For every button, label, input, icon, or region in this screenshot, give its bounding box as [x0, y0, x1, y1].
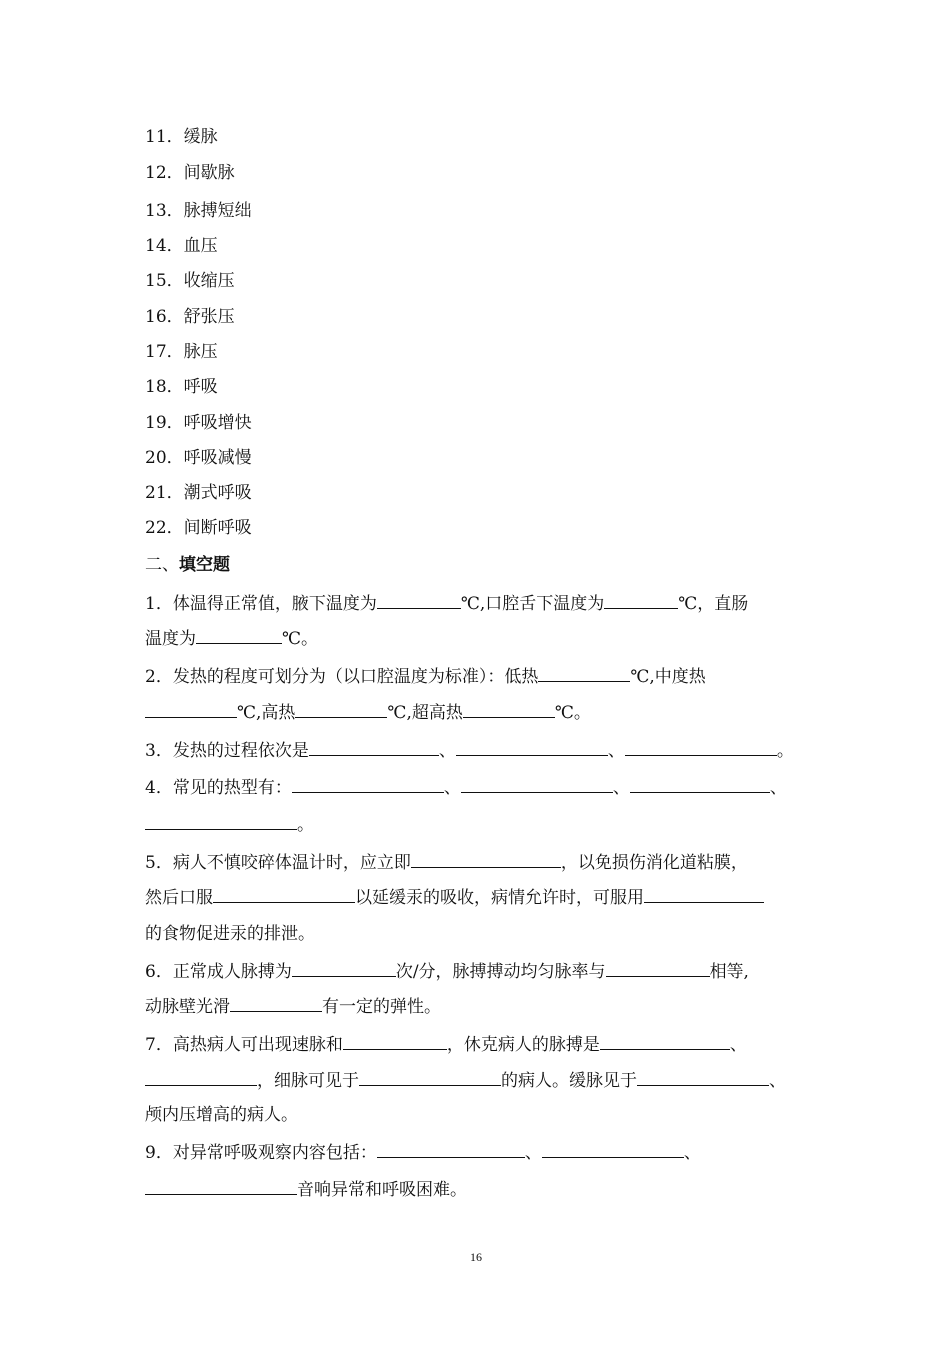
question-text: 相等,: [709, 962, 749, 982]
answer-blank[interactable]: [542, 1143, 684, 1158]
question-text: ℃。: [554, 703, 591, 723]
separator: 、: [438, 741, 456, 761]
question-text: 1．体温得正常值，腋下温度为: [145, 594, 377, 614]
answer-blank[interactable]: [145, 1071, 257, 1086]
term-item: 11．缓脉: [145, 127, 218, 147]
question-text: ℃,高热: [237, 703, 296, 723]
answer-blank[interactable]: [637, 1071, 769, 1086]
answer-blank[interactable]: [230, 997, 322, 1012]
separator: 、: [612, 778, 630, 798]
term-item: 12．间歇脉: [145, 163, 235, 183]
term-item: 16．舒张压: [145, 307, 235, 327]
answer-blank[interactable]: [343, 1035, 447, 1050]
question-text: 有一定的弹性。: [322, 997, 441, 1017]
term-item: 20．呼吸减慢: [145, 448, 252, 468]
separator: 、: [683, 1143, 701, 1163]
question-5-line-2: [145, 888, 764, 908]
question-text: ，以免损伤消化道粘膜，: [560, 853, 748, 873]
term-item: 14．血压: [145, 236, 218, 256]
answer-blank[interactable]: [359, 1071, 501, 1086]
answer-blank[interactable]: [630, 778, 770, 793]
separator: 、: [769, 1071, 786, 1091]
term-item: 17．脉压: [145, 342, 218, 362]
question-text: 2．发热的程度可划分为（以口腔温度为标准）：低热: [145, 667, 539, 687]
answer-blank[interactable]: [145, 815, 297, 830]
question-1-line-1: [145, 594, 748, 614]
question-text: 温度为: [145, 629, 196, 649]
separator: 、: [607, 741, 625, 761]
question-1-line-2: [145, 629, 318, 649]
question-5-line-3: [145, 924, 315, 944]
separator: 、: [443, 778, 461, 798]
answer-blank[interactable]: [538, 667, 630, 682]
question-text: 4．常见的热型有：: [145, 778, 292, 798]
question-4-line-2: [145, 815, 314, 835]
answer-blank[interactable]: [604, 594, 678, 609]
question-text: ，细脉可见于: [257, 1071, 359, 1091]
separator: 、: [769, 778, 787, 798]
question-text: 以延缓汞的吸收，病情允许时，可服用: [355, 888, 644, 908]
question-text: 9．对异常呼吸观察内容包括：: [145, 1143, 377, 1163]
question-text: 次/分，脉搏搏动均匀脉率与: [395, 962, 606, 982]
section-title: 填空题: [179, 555, 230, 575]
answer-blank[interactable]: [377, 1143, 525, 1158]
question-text: ℃,口腔舌下温度为: [460, 594, 605, 614]
question-6-line-2: [145, 997, 441, 1017]
question-text: 的病人。缓脉见于: [501, 1071, 637, 1091]
answer-blank[interactable]: [600, 1035, 730, 1050]
separator: 、: [729, 1035, 747, 1055]
question-text: 3．发热的过程依次是: [145, 741, 309, 761]
question-2-line-1: [145, 667, 706, 687]
answer-blank[interactable]: [606, 962, 710, 977]
page-number: 16: [470, 1250, 482, 1264]
question-5-line-1: [145, 853, 748, 873]
question-7-line-1: [145, 1035, 747, 1055]
question-7-line-3: [145, 1105, 298, 1125]
answer-blank[interactable]: [292, 778, 444, 793]
answer-blank[interactable]: [145, 703, 237, 718]
answer-blank[interactable]: [463, 703, 555, 718]
question-text: 5．病人不慎咬碎体温计时，应立即: [145, 853, 411, 873]
question-3-line-1: [145, 741, 794, 761]
answer-blank[interactable]: [644, 888, 764, 903]
period: 。: [776, 741, 794, 761]
question-9-line-2: [145, 1180, 467, 1200]
question-text: 7．高热病人可出现速脉和: [145, 1035, 343, 1055]
answer-blank[interactable]: [196, 629, 282, 644]
question-text: ℃，直肠: [678, 594, 749, 614]
question-7-line-2: [145, 1071, 786, 1091]
answer-blank[interactable]: [295, 703, 387, 718]
term-item: 22．间断呼吸: [145, 518, 252, 538]
answer-blank[interactable]: [213, 888, 355, 903]
question-4-line-1: [145, 778, 787, 798]
question-text: ℃。: [282, 629, 319, 649]
separator: 、: [524, 1143, 542, 1163]
question-9-line-1: [145, 1143, 701, 1163]
term-item: 13．脉搏短绌: [145, 201, 252, 221]
term-item: 21．潮式呼吸: [145, 483, 252, 503]
answer-blank[interactable]: [456, 741, 608, 756]
answer-blank[interactable]: [377, 594, 461, 609]
answer-blank[interactable]: [292, 962, 396, 977]
question-text: 然后口服: [145, 888, 213, 908]
question-text: ℃,中度热: [630, 667, 706, 687]
section-heading: [145, 555, 230, 575]
answer-blank[interactable]: [461, 778, 613, 793]
answer-blank[interactable]: [309, 741, 439, 756]
question-text: ，休克病人的脉搏是: [446, 1035, 600, 1055]
answer-blank[interactable]: [411, 853, 561, 868]
period: 。: [297, 815, 314, 835]
question-2-line-2: [145, 703, 591, 723]
question-text: 6．正常成人脉搏为: [145, 962, 292, 982]
section-prefix: 二、: [145, 555, 179, 575]
question-text: ℃,超高热: [387, 703, 463, 723]
question-text: 音响异常和呼吸困难。: [297, 1180, 467, 1200]
question-text: 的食物促进汞的排泄。: [145, 924, 315, 944]
term-item: 19．呼吸增快: [145, 413, 252, 433]
question-6-line-1: [145, 962, 749, 982]
question-text: 动脉壁光滑: [145, 997, 230, 1017]
answer-blank[interactable]: [145, 1180, 297, 1195]
question-text: 颅内压增高的病人。: [145, 1105, 298, 1125]
term-item: 18．呼吸: [145, 377, 218, 397]
answer-blank[interactable]: [625, 741, 777, 756]
term-item: 15．收缩压: [145, 271, 235, 291]
